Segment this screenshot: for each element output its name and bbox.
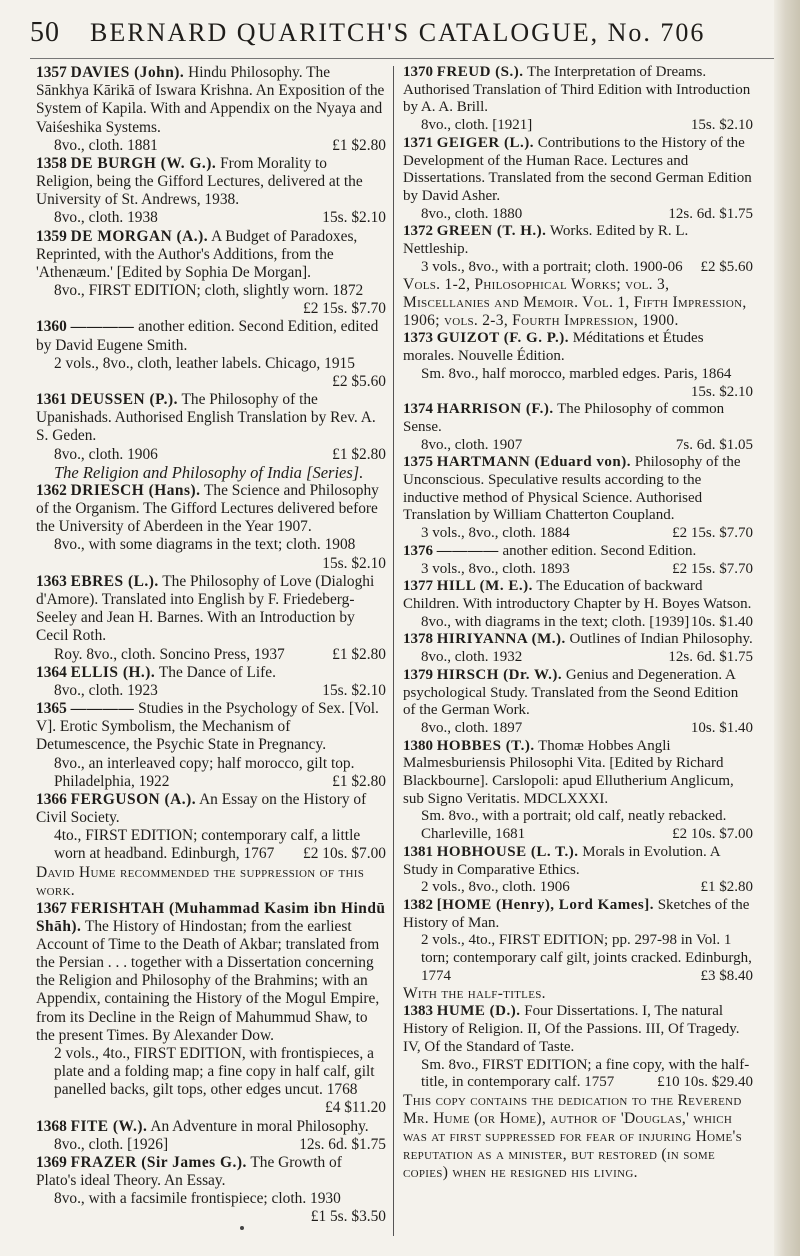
entry-number: 1374 <box>403 401 433 418</box>
running-head: BERNARD QUARITCH'S CATALOGUE, No. 706 <box>90 18 706 47</box>
entry-imprint: 8vo., an interleaved copy; half morocco, gilt top. Philadelphia, 1922 £1 $2.80 <box>54 754 386 790</box>
entry-title: Méditations et Études morales. Nouvelle Édition. <box>403 330 704 365</box>
entry-number: 1362 <box>36 481 67 499</box>
catalogue-entry <box>36 1118 386 1154</box>
entry-title: An Essay on the History of Civil Society. <box>36 790 367 827</box>
entry-author: HOBBES (T.). <box>436 737 535 754</box>
entry-title: Studies in the Psychology of Sex. [Vol. V]. Erotic Symbolism, the Mechanism of Detumescence, the Psychic State in Pregnancy. <box>36 700 379 754</box>
entry-price: £2 $5.60 <box>700 258 753 275</box>
entry-title: Genius and Degeneration. A psychological Study. Translated from the Seond Edition of the German Work. <box>403 666 739 719</box>
header-rule <box>30 58 774 59</box>
catalogue-entry <box>403 401 753 454</box>
page-number: 50 <box>30 17 60 48</box>
catalogue-entry <box>36 64 386 155</box>
catalogue-entry <box>403 844 753 897</box>
catalogue-entry <box>403 543 753 578</box>
entry-author: DEUSSEN (P.). <box>70 391 178 409</box>
entry-title: The Education of backward Children. With introductory Chapter by H. Boyes Watson. <box>403 578 752 612</box>
left-column <box>36 64 386 1227</box>
entry-number: 1381 <box>403 843 433 860</box>
entry-title: Works. Edited by R. L. Nettleship. <box>403 223 689 258</box>
ink-dot <box>240 1226 244 1230</box>
catalogue-entry <box>403 897 753 1004</box>
entry-title: The History of Hindostan; from the earliest Account of Time to the Death of Akbar; translated from the Persian . . . together with a Dissertation concerning the Religion and Philosophy of the Brahmins; with an Appendix, containing the History of the Mogul Empire, from its Decline in the Reign of Mahummud Shaw, to the present Times. By Alexander Dow. <box>36 917 380 1044</box>
entry-number: 1378 <box>403 631 433 648</box>
entry-title: Thomæ Hobbes Angli Malmesburiensis Philosophi Vita. [Edited by Richard Blackbourne]. Carslopoli: apud Ellutherium Anglicum, sub Signo Veritatis. MDCLXXXI. <box>403 737 734 807</box>
entry-number: 1369 <box>36 1153 67 1171</box>
catalogue-entry <box>36 664 386 700</box>
entry-imprint: 3 vols., 8vo., cloth. 1884 £2 15s. $7.70 <box>421 525 753 542</box>
entry-price: 15s. $2.10 <box>322 554 386 572</box>
entry-price: 10s. $1.40 <box>690 613 753 630</box>
entry-title: Outlines of Indian Philosophy. <box>569 631 753 648</box>
catalogue-entry <box>403 64 753 135</box>
entry-price: £1 $2.80 <box>332 445 386 463</box>
entry-imprint: 8vo., cloth. [1921] 15s. $2.10 <box>421 117 753 134</box>
entry-remark: This copy contains the dedication to the Reverend Mr. Hume (or Home), author of 'Douglas,' which was at first suppressed for fear of injuring Home's reputation as a minister, but restored (in some copies) when he resigned his living. <box>403 1091 743 1181</box>
entry-imprint: Sm. 8vo., half morocco, marbled edges. Paris, 1864 15s. $2.10 <box>421 365 753 400</box>
entry-number: 1371 <box>403 134 433 151</box>
entry-imprint: 2 vols., 4to., FIRST EDITION, with frontispieces, a plate and a folding map; a fine copy in half calf, gilt panelled backs, gilt tops, other edges uncut. 1768 £4 $11.20 <box>54 1044 386 1117</box>
catalogue-entry <box>36 791 386 900</box>
column-divider <box>393 66 394 1236</box>
entry-title: Hindu Philosophy. The Sānkhya Kārikā of Iswara Krishna. An Exposition of the System of Kapila. With and Appendix on the Nyaya and Vaiśeshika Systems. <box>36 64 385 136</box>
entry-price: £2 10s. $7.00 <box>672 826 753 843</box>
entry-author: ELLIS (H.). <box>70 663 156 681</box>
entry-imprint: 8vo., with a facsimile frontispiece; cloth. 1930 £1 5s. $3.50 <box>54 1190 386 1226</box>
entry-price: £2 15s. $7.70 <box>672 525 753 542</box>
entry-price: 12s. 6d. $1.75 <box>668 205 753 222</box>
entry-number: 1370 <box>403 64 433 80</box>
page-header <box>30 16 770 56</box>
catalogue-entry <box>36 318 386 391</box>
entry-number: 1379 <box>403 666 433 683</box>
entry-title: Morals in Evolution. A Study in Comparative Ethics. <box>403 843 720 878</box>
entry-price: 15s. $2.10 <box>322 209 386 227</box>
catalogue-entry <box>403 1003 753 1182</box>
entry-price: £2 $5.60 <box>332 372 386 390</box>
entry-number: 1364 <box>36 663 67 681</box>
entry-imprint: Roy. 8vo., cloth. Soncino Press, 1937 £1 $2.80 <box>54 645 386 663</box>
entry-number: 1382 <box>403 896 433 913</box>
entry-price: £2 15s. $7.70 <box>303 300 386 318</box>
entry-title: another edition. Second Edition, edited by David Eugene Smith. <box>36 318 379 354</box>
entry-price: £1 $2.80 <box>332 772 386 790</box>
entry-price: £1 $2.80 <box>332 136 386 154</box>
entry-author: GEIGER (L.). <box>436 134 535 151</box>
entry-title: An Adventure in moral Philosophy. <box>150 1117 369 1135</box>
entry-title: The Philosophy of the Upanishads. Authorised English Translation by Rev. A. S. Geden. <box>36 391 376 445</box>
entry-number: 1380 <box>403 737 433 754</box>
entry-imprint: 8vo., with some diagrams in the text; cloth. 1908 15s. $2.10 <box>54 536 386 572</box>
catalogue-entry <box>36 391 386 482</box>
entry-title: Philosophy of the Unconscious. Speculative results according to the inductive method of Physical Science. Authorised Translation by William Chatterton Coupland. <box>403 454 741 524</box>
entry-title: Four Dissertations. I, The natural History of Religion. II, Of the Passions. III, Of Tragedy. IV, Of the Standard of Taste. <box>403 1003 740 1055</box>
entry-author: DE MORGAN (A.). <box>70 227 209 245</box>
entry-imprint: Sm. 8vo., with a portrait; old calf, neatly rebacked. Charleville, 1681 £2 10s. $7.00 <box>421 808 753 843</box>
catalogue-entry <box>36 573 386 664</box>
entry-remark: Vols. 1-2, Philosophical Works; vol. 3, Miscellanies and Memoir. Vol. 1, Fifth Impression, 1906; vols. 2-3, Fourth Impression, 1900. <box>403 276 747 330</box>
entry-author: [HOME (Henry), Lord Kames]. <box>436 896 654 913</box>
entry-number: 1365 <box>36 700 67 718</box>
entry-price: 12s. 6d. $1.75 <box>299 1135 386 1153</box>
catalogue-entry <box>403 667 753 738</box>
entry-number: 1366 <box>36 790 67 808</box>
entry-imprint: 2 vols., 8vo., cloth, leather labels. Chicago, 1915 £2 $5.60 <box>54 354 386 390</box>
entry-author: FREUD (S.). <box>436 64 524 80</box>
entry-author: ———— <box>436 542 499 559</box>
entry-number: 1357 <box>36 64 67 81</box>
entry-author: GREEN (T. H.). <box>436 223 547 240</box>
entry-series-note: The Religion and Philosophy of India [Series]. <box>54 462 364 482</box>
entry-author: DE BURGH (W. G.). <box>70 154 217 172</box>
entry-author: ———— <box>70 318 135 336</box>
entry-imprint: Sm. 8vo., FIRST EDITION; a fine copy, with the half-title, in contemporary calf. 1757 £10 10s. $29.40 <box>421 1056 753 1091</box>
catalogue-entry <box>403 631 753 666</box>
catalogue-entry <box>36 900 386 1118</box>
entry-author: HARRISON (F.). <box>436 401 554 418</box>
entry-imprint: 3 vols., 8vo., with a portrait; cloth. 1900-06 £2 $5.60 <box>421 258 753 275</box>
entry-title: A Budget of Paradoxes, Reprinted, with the Author's Additions, from the 'Athenæum.' [Edited by Sophia De Morgan]. <box>36 227 358 281</box>
entry-title: The Science and Philosophy of the Organism. The Gifford Lectures delivered before the University of Aberdeen in the Year 1907. <box>36 481 379 536</box>
entry-imprint: 2 vols., 8vo., cloth. 1906 £1 $2.80 <box>421 879 753 896</box>
entry-imprint: 2 vols., 4to., FIRST EDITION; pp. 297-98 in Vol. 1 torn; contemporary calf gilt, joints cracked. Edinburgh, 1774 £3 $8.40 <box>421 932 753 984</box>
catalogue-entry <box>403 738 753 844</box>
entry-title: Sketches of the History of Man. <box>403 896 750 931</box>
entry-number: 1359 <box>36 227 67 245</box>
entry-imprint: 8vo., cloth. 1923 15s. $2.10 <box>54 681 386 699</box>
catalogue-entry <box>403 454 753 543</box>
entry-number: 1377 <box>403 578 433 595</box>
entry-number: 1360 <box>36 318 67 336</box>
entry-author: HILL (M. E.). <box>436 578 533 595</box>
entry-number: 1372 <box>403 223 433 240</box>
entry-number: 1367 <box>36 899 67 917</box>
entry-price: 10s. $1.40 <box>690 719 753 736</box>
catalogue-entry <box>403 578 753 631</box>
entry-author: HUME (D.). <box>436 1003 521 1020</box>
entry-number: 1376 <box>403 542 433 559</box>
entry-title: The Interpretation of Dreams. Authorised Translation of Third Edition with Introduction by A. A. Brill. <box>403 64 751 116</box>
entry-author: EBRES (L.). <box>70 572 159 590</box>
entry-author: HIRSCH (Dr. W.). <box>436 666 563 683</box>
entry-title: another edition. Second Edition. <box>502 542 697 559</box>
entry-number: 1375 <box>403 454 433 471</box>
entry-number: 1368 <box>36 1117 67 1135</box>
entry-price: £4 $11.20 <box>325 1099 386 1117</box>
entry-imprint: 8vo., cloth. 1907 7s. 6d. $1.05 <box>421 436 753 453</box>
catalogue-entry <box>36 700 386 791</box>
entry-author: HIRIYANNA (M.). <box>436 631 566 648</box>
entry-imprint: 8vo., cloth. 1880 12s. 6d. $1.75 <box>421 205 753 222</box>
entry-imprint: 8vo., cloth. 1906 £1 $2.80 <box>54 445 386 463</box>
entry-price: 15s. $2.10 <box>690 117 753 134</box>
catalogue-entry <box>36 1154 386 1227</box>
entry-imprint: 3 vols., 8vo., cloth. 1893 £2 15s. $7.70 <box>421 560 753 577</box>
catalogue-entry <box>36 228 386 319</box>
entry-price: £2 15s. $7.70 <box>672 560 753 577</box>
entry-remark: With the half-titles. <box>403 985 546 1003</box>
catalogue-entry <box>403 223 753 330</box>
entry-author: DRIESCH (Hans). <box>70 481 201 499</box>
entry-author: FERGUSON (A.). <box>70 790 197 808</box>
entry-author: ———— <box>70 700 135 718</box>
entry-title: From Morality to Religion, being the Gifford Lectures, delivered at the University of St. Andrews, 1938. <box>36 154 363 209</box>
entry-price: 7s. 6d. $1.05 <box>675 436 753 453</box>
entry-imprint: 8vo., cloth. 1938 15s. $2.10 <box>54 209 386 227</box>
entry-price: £2 10s. $7.00 <box>303 845 386 863</box>
catalogue-entry <box>403 330 753 401</box>
entry-title: Contributions to the History of the Development of the Human Race. Lectures and Dissertations. Translated from the second German Edition by David Asher. <box>403 134 752 204</box>
entry-price: £3 $8.40 <box>700 967 753 984</box>
entry-imprint: 8vo., cloth. 1932 12s. 6d. $1.75 <box>421 649 753 666</box>
entry-author: FITE (W.). <box>70 1117 148 1135</box>
entry-title: The Philosophy of common Sense. <box>403 401 725 435</box>
entry-number: 1363 <box>36 572 67 590</box>
entry-imprint: 8vo., cloth. 1897 10s. $1.40 <box>421 719 753 736</box>
entry-remark: David Hume recommended the suppression of this work. <box>36 863 365 899</box>
entry-author: DAVIES (John). <box>70 64 185 81</box>
entry-author: HARTMANN (Eduard von). <box>436 454 631 471</box>
entry-imprint: 8vo., cloth. [1926] 12s. 6d. $1.75 <box>54 1135 386 1153</box>
entry-imprint: 8vo., cloth. 1881 £1 $2.80 <box>54 136 386 154</box>
entry-author: HOBHOUSE (L. T.). <box>436 843 579 860</box>
right-column <box>403 64 753 1182</box>
entry-number: 1373 <box>403 330 433 347</box>
entry-title: The Philosophy of Love (Dialoghi d'Amore). Translated into English by F. Friedeberg-Seeley and Jean H. Barnes. With an Introduction by Cecil Roth. <box>36 572 375 645</box>
entry-price: 12s. 6d. $1.75 <box>668 649 753 666</box>
entry-price: 15s. $2.10 <box>322 681 386 699</box>
page-edge-shadow <box>774 0 800 1256</box>
entry-author: FERISHTAH (Muhammad Kasim ibn Hindū Shāh). <box>36 899 386 935</box>
entry-imprint: 8vo., FIRST EDITION; cloth, slightly worn. 1872 £2 15s. $7.70 <box>54 282 386 318</box>
catalogue-entry <box>36 482 386 573</box>
entry-title: The Dance of Life. <box>158 663 276 681</box>
entry-title: The Growth of Plato's ideal Theory. An Essay. <box>36 1153 342 1190</box>
catalogue-entry <box>403 135 753 224</box>
entry-imprint: 4to., FIRST EDITION; contemporary calf, a little worn at headband. Edinburgh, 1767 £2 10s. $7.00 <box>54 827 386 863</box>
entry-price: £1 $2.80 <box>700 879 753 896</box>
entry-price: 15s. $2.10 <box>690 383 753 400</box>
entry-author: FRAZER (Sir James G.). <box>70 1153 247 1171</box>
catalogue-entry <box>36 155 386 228</box>
entry-price: £10 10s. $29.40 <box>657 1074 753 1091</box>
entry-number: 1358 <box>36 154 67 172</box>
entry-price: £1 $2.80 <box>332 645 386 663</box>
entry-number: 1361 <box>36 391 67 409</box>
entry-author: GUIZOT (F. G. P.). <box>436 330 569 347</box>
entry-number: 1383 <box>403 1003 433 1020</box>
entry-price: £1 5s. $3.50 <box>310 1208 386 1226</box>
entry-imprint: 8vo., with diagrams in the text; cloth. [1939] 10s. $1.40 <box>421 613 753 630</box>
